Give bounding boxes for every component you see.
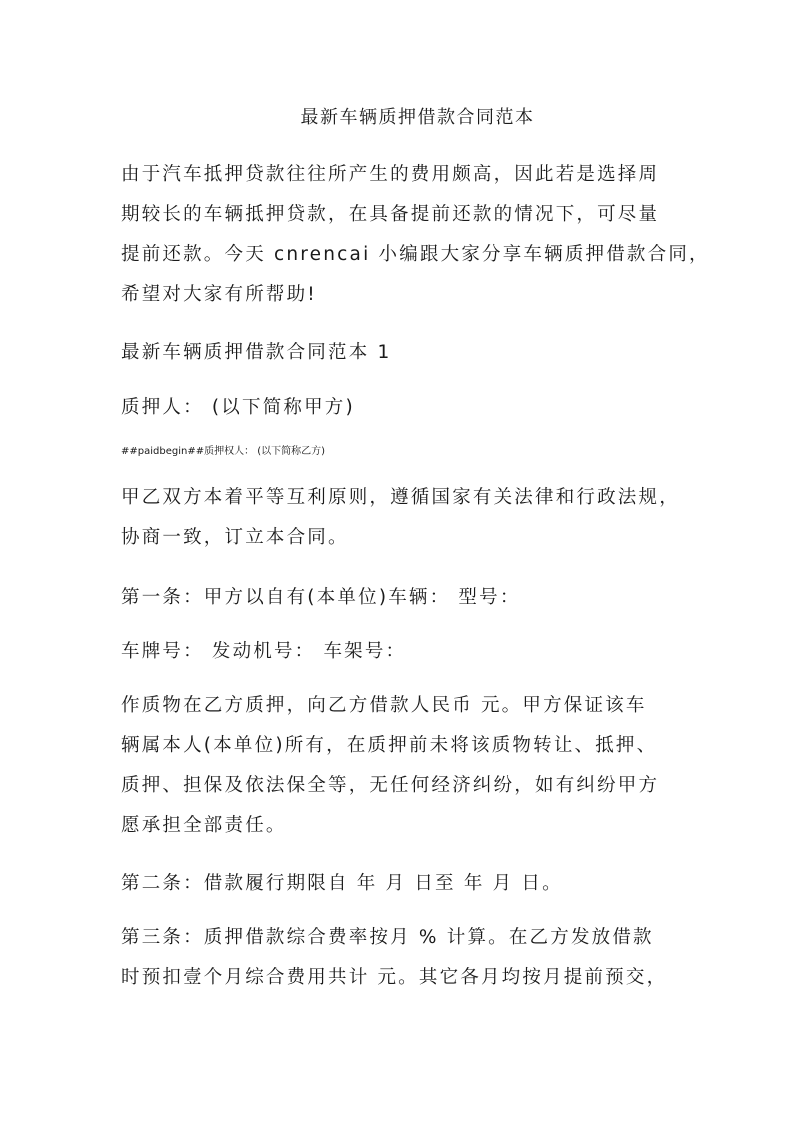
pledgor-line xyxy=(121,388,681,428)
plate-line xyxy=(121,632,681,672)
intro-line: 提前还款。今天 cnrencai 小编跟大家分享车辆质押借款合同， xyxy=(121,244,710,265)
article-1-text: 第一条：甲方以自有(本单位)车辆： 型号： xyxy=(121,587,521,608)
pledge-line: 质押、担保及依法保全等，无任何经济纠纷，如有纠纷甲方 xyxy=(121,775,660,796)
principle-line: 协商一致，订立本合同。 xyxy=(121,527,349,548)
article-2 xyxy=(121,864,681,904)
pledgor-text: 质押人： (以下简称甲方) xyxy=(121,397,355,418)
article-3 xyxy=(121,918,681,998)
document-title: 最新车辆质押借款合同范本 xyxy=(300,107,535,128)
section-heading xyxy=(121,333,681,373)
pledge-line: 愿承担全部责任。 xyxy=(121,815,287,836)
article-2-text: 第二条：借款履行期限自 年 月 日至 年 月 日。 xyxy=(121,873,563,894)
pledgee-line: ##paidbegin##质押权人： (以下简称乙方) xyxy=(121,446,326,457)
intro-line: 希望对大家有所帮助! xyxy=(121,284,317,305)
plate-text: 车牌号： 发动机号： 车架号： xyxy=(121,641,407,662)
article-1 xyxy=(121,578,681,618)
pledge-paragraph xyxy=(121,686,681,846)
intro-line: 期较长的车辆抵押贷款，在具备提前还款的情况下，可尽量 xyxy=(121,204,660,225)
pledge-line: 作质物在乙方质押，向乙方借款人民币 元。甲方保证该车 xyxy=(121,695,647,716)
section-heading-text: 最新车辆质押借款合同范本 1 xyxy=(121,342,392,363)
intro-line: 由于汽车抵押贷款往往所产生的费用颇高，因此若是选择周 xyxy=(121,164,660,185)
article-3-line: 时预扣壹个月综合费用共计 元。其它各月均按月提前预交， xyxy=(121,967,668,988)
principle-paragraph xyxy=(121,478,681,558)
pledge-line: 辆属本人(本单位)所有，在质押前未将该质物转让、抵押、 xyxy=(121,735,658,756)
article-3-line: 第三条：质押借款综合费率按月 % 计算。在乙方发放借款 xyxy=(121,927,654,948)
intro-paragraph xyxy=(121,155,710,315)
principle-line: 甲乙双方本着平等互利原则，遵循国家有关法律和行政法规， xyxy=(121,487,680,508)
